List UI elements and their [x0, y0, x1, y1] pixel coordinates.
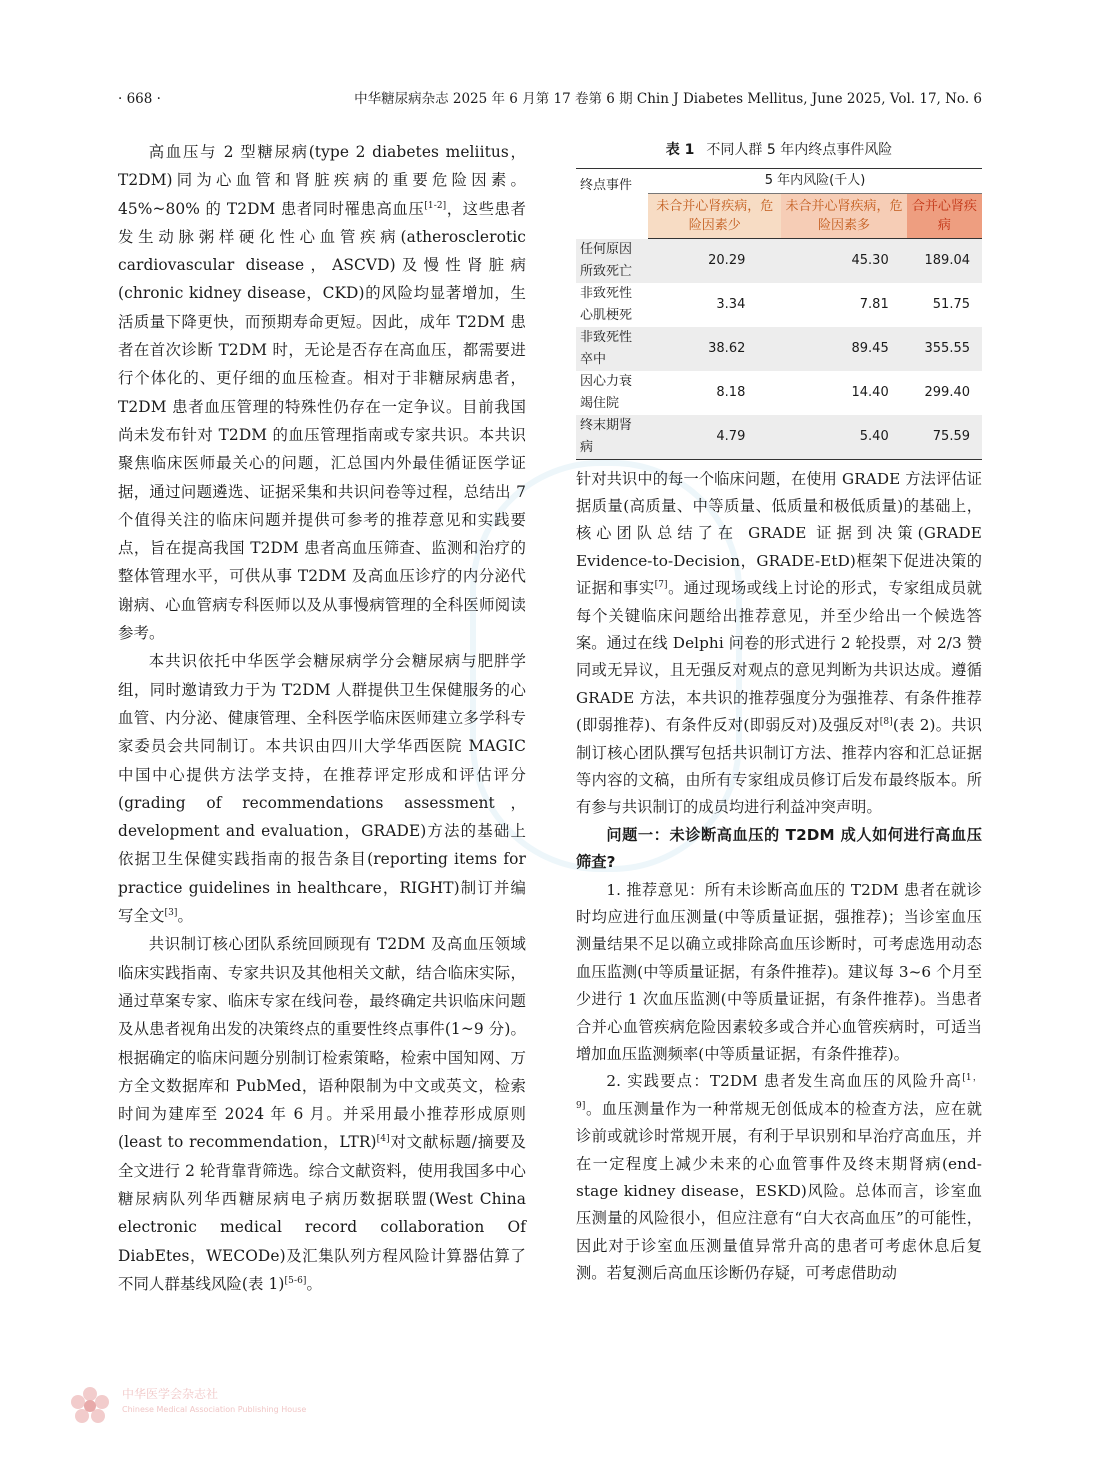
right-column — [576, 138, 982, 1288]
citation-ref[interactable]: [3] — [164, 907, 178, 918]
endpoint-cell: 任何原因所致死亡 — [576, 239, 648, 283]
citation-ref[interactable]: [8] — [879, 717, 893, 728]
running-header — [118, 86, 982, 112]
paragraph-organization: 本共识依托中华医学会糖尿病学分会糖尿病与肥胖学组，同时邀请致力于为 T2DM 人群提供卫生保健服务的心血管、内分泌、健康管理、全科医学临床医师建立多学科专家委员会共同制订。本共识由四川大学华西医院 MAGIC 中国中心提供方法学支持，在推荐评定形成和评估评分(grading of recommendations assessment， development and evaluation，GRADE)方法的基础上依据卫生保健实践指南的报告条目(reporting items for practice guidelines in healthcare，RIGHT)制订并编写全文[3]。 — [118, 652, 526, 926]
paragraph-recommendation: 1. 推荐意见：所有未诊断高血压的 T2DM 患者在就诊时均应进行血压测量(中等质量证据，强推荐)；当诊室血压测量结果不足以确立或排除高血压诊断时，可考虑选用动态血压监测(中等质量证据，有条件推荐)。建议每 3~6 个月至少进行 1 次血压监测(中等质量证据，有条件推荐)。当患者合并心血管疾病危险因素较多或合并心血管疾病时，可适当增加血压监测频率(中等质量证据，有条件推荐)。 — [576, 880, 982, 1064]
publisher-logo-icon — [68, 1384, 112, 1428]
value-cell: 20.29 — [648, 239, 781, 283]
value-cell: 8.18 — [716, 384, 746, 400]
citation-ref[interactable]: [1，9] — [576, 1073, 982, 1111]
value-cell: 355.55 — [907, 327, 982, 371]
column-header-high-risk: 未合并心肾疾病，危险因素多 — [781, 194, 906, 239]
endpoint-cell: 非致死性心肌梗死 — [580, 285, 633, 323]
citation-ref[interactable]: [7] — [654, 580, 668, 591]
endpoint-cell: 终末期肾病 — [576, 415, 648, 460]
publisher-name-en: Chinese Medical Association Publishing House — [122, 1405, 307, 1414]
value-cell: 14.40 — [851, 384, 889, 400]
paragraph-methods: 共识制订核心团队系统回顾现有 T2DM 及高血压领域临床实践指南、专家共识及其他相关文献，结合临床实际，通过草案专家、临床专家在线问卷，最终确定共识临床问题及从患者视角出发的决策终点的重要性终点事件(1~9 分)。根据确定的临床问题分别制订检索策略，检索中国知网、万方全文数据库和 PubMed，语种限制为中文或英文，检索时间为建库至 2024 年 6 月。并采用最小推荐形成原则(least to recommendation，LTR)[4]对文献标题/摘要及全文进行 2 轮背靠背筛选。综合文献资料，使用我国多中心糖尿病队列华西糖尿病电子病历数据联盟(West China electronic medical record collaboration Of DiabEtes，WECODe)及汇集队列方程风险计算器估算了不同人群基线风险(表 1)[5-6]。 — [118, 935, 526, 1293]
page-number: · 668 · — [118, 91, 161, 107]
table-row — [576, 327, 982, 371]
table-row — [576, 415, 982, 460]
risk-group-header: 5 年内风险(千人) — [648, 169, 982, 194]
endpoint-cell: 因心力衰竭住院 — [580, 373, 633, 411]
column-header-cardiorenal: 合并心肾疾病 — [907, 194, 982, 239]
value-cell: 75.59 — [907, 415, 982, 460]
citation-ref[interactable]: [1-2] — [424, 200, 447, 211]
table-row — [576, 239, 982, 283]
paragraph-grade: 针对共识中的每一个临床问题，在使用 GRADE 方法评估证据质量(高质量、中等质量、低质量和极低质量)的基础上，核心团队总结了在 GRADE 证据到决策(GRADE Evidence-to-Decision，GRADE-EtD)框架下促进决策的证据和事实[7]。通过现场或线上讨论的形式，专家组成员就每个关键临床问题给出推荐意见，并至少给出一个候选答案。通过在线 Delphi 问卷的形式进行 2 轮投票，对 2/3 赞同或无异议，且无强反对观点的意见判断为共识达成。遵循 GRADE 方法，本共识的推荐强度分为强推荐、有条件推荐(即弱推荐)、有条件反对(即弱反对)及强反对[8](表 2)。共识制订核心团队撰写包括共识制订方法、推荐内容和汇总证据等内容的文稿，由所有专家组成员修订后发布最终版本。所有参与共识制订的成员均进行利益冲突声明。 — [576, 469, 983, 817]
table-row — [576, 371, 982, 415]
paragraph-intro: 高血压与 2 型糖尿病(type 2 diabetes meliitus，T2DM)同为心血管和肾脏疾病的重要危险因素。45%~80% 的 T2DM 患者同时罹患高血压[1-2]，这些患者发生动脉粥样硬化性心血管疾病(atherosclerotic cardiovascular disease，ASCVD)及慢性肾脏病(chronic kidney disease，CKD)的风险均显著增加，生活质量下降更快，而预期寿命更短。因此，成年 T2DM 患者在首次诊断 T2DM 时，无论是否存在高血压，都需要进行个体化的、更仔细的血压检查。相对于非糖尿病患者，T2DM 患者血压管理的特殊性仍存在一定争议。目前我国尚未发布针对 T2DM 的血压管理指南或专家共识。本共识聚焦临床医师最关心的问题，汇总国内外最佳循证医学证据，通过问题遴选、证据采集和共识问卷等过程，总结出 7 个值得关注的临床问题并提供可参考的推荐意见和实践要点，旨在提高我国 T2DM 患者高血压筛查、监测和治疗的整体管理水平，可供从事 T2DM 及高血压诊疗的内分泌代谢病、心血管病专科医师以及从事慢病管理的全科医师阅读参考。 — [118, 143, 526, 643]
value-cell: 51.75 — [932, 296, 970, 312]
value-cell: 3.34 — [716, 296, 746, 312]
right-body — [576, 466, 982, 1288]
paragraph-practice-points: 2. 实践要点：T2DM 患者发生高血压的风险升高[1，9]。血压测量作为一种常规无创低成本的检查方法，应在就诊前或就诊时常规开展，有利于早识别和早治疗高血压，并在一定程度上减少未来的心血管事件及终末期肾病(end-stage kidney disease，ESKD)风险。总体而言，诊室血压测量的风险很小，但应注意有“白大衣高血压”的可能性，因此对于诊室血压测量值异常升高的患者可考虑休息后复测。若复测后高血压诊断仍存疑，可考虑借助动 — [576, 1072, 982, 1283]
publisher-mark — [122, 1386, 306, 1418]
value-cell: 38.62 — [648, 327, 781, 371]
left-column — [118, 138, 526, 1298]
table-number: 表 1 — [665, 142, 695, 158]
value-cell: 89.45 — [781, 327, 906, 371]
citation-ref[interactable]: [5-6] — [284, 1275, 307, 1286]
value-cell: 5.40 — [781, 415, 906, 460]
column-header-low-risk: 未合并心肾疾病，危险因素少 — [648, 194, 781, 239]
value-cell: 189.04 — [907, 239, 982, 283]
value-cell: 4.79 — [648, 415, 781, 460]
table-row — [576, 283, 982, 327]
table-caption — [576, 138, 982, 162]
value-cell: 45.30 — [781, 239, 906, 283]
risk-table — [576, 168, 982, 460]
value-cell: 299.40 — [924, 384, 970, 400]
endpoint-cell: 非致死性卒中 — [576, 327, 648, 371]
journal-citation: 中华糖尿病杂志 2025 年 6 月第 17 卷第 6 期 Chin J Diabetes Mellitus, June 2025, Vol. 17, No. 6 — [354, 91, 982, 107]
citation-ref[interactable]: [4] — [376, 1134, 390, 1145]
question-heading: 问题一：未诊断高血压的 T2DM 成人如何进行高血压筛查? — [576, 825, 982, 872]
table-title: 不同人群 5 年内终点事件风险 — [706, 142, 893, 158]
endpoint-header: 终点事件 — [576, 169, 648, 239]
publisher-name-cn: 中华医学会杂志社 — [122, 1387, 219, 1401]
value-cell: 7.81 — [859, 296, 889, 312]
